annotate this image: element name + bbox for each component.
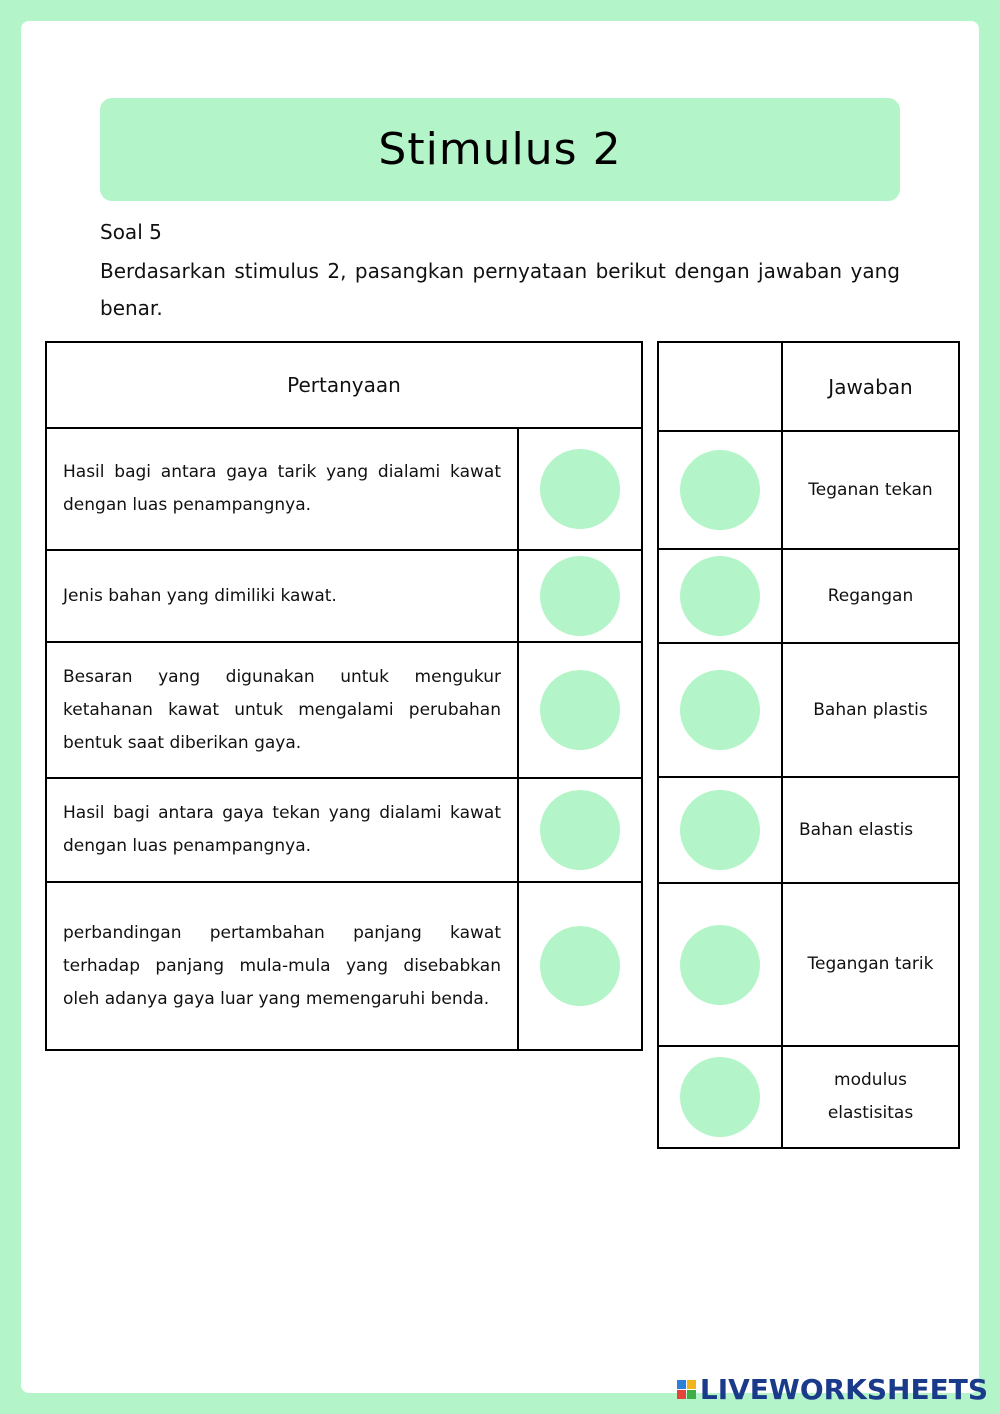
question-item: Hasil bagi antara gaya tekan yang dialami kawat dengan luas penampangnya.	[46, 778, 518, 882]
answer-item: Bahan elastis	[782, 777, 959, 883]
match-dot-answer-6[interactable]	[680, 1057, 760, 1137]
answer-item: Tegangan tarik	[782, 883, 959, 1046]
answer-item: modulus elastisitas	[782, 1046, 959, 1148]
answer-item: Bahan plastis	[782, 643, 959, 777]
instruction-text: Berdasarkan stimulus 2, pasangkan pernyataan berikut dengan jawaban yang benar.	[100, 259, 900, 320]
question-item: Jenis bahan yang dimiliki kawat.	[46, 550, 518, 642]
match-dot-question-4[interactable]	[540, 790, 620, 870]
questions-header: Pertanyaan	[46, 342, 642, 428]
match-dot-question-5[interactable]	[540, 926, 620, 1006]
match-dot-answer-3[interactable]	[680, 670, 760, 750]
answers-header: Jawaban	[782, 342, 959, 431]
match-dot-question-2[interactable]	[540, 556, 620, 636]
logo-text: LIVEWORKSHEETS	[699, 1373, 988, 1406]
page-title: Stimulus 2	[378, 124, 622, 175]
match-dot-question-1[interactable]	[540, 449, 620, 529]
match-dot-answer-4[interactable]	[680, 790, 760, 870]
question-item: perbandingan pertambahan panjang kawat terhadap panjang mula-mula yang disebabkan oleh adanya gaya luar yang memengaruhi benda.	[46, 882, 518, 1050]
answers-table	[657, 341, 960, 1149]
answer-item: Teganan tekan	[782, 431, 959, 549]
question-item: Hasil bagi antara gaya tarik yang dialami kawat dengan luas penampangnya.	[46, 428, 518, 550]
logo-mark-icon	[677, 1380, 696, 1399]
question-item: Besaran yang digunakan untuk mengukur ketahanan kawat untuk mengalami perubahan bentuk saat diberikan gaya.	[46, 642, 518, 778]
match-dot-question-3[interactable]	[540, 670, 620, 750]
question-number: Soal 5	[100, 220, 162, 244]
match-dot-answer-5[interactable]	[680, 925, 760, 1005]
match-dot-answer-2[interactable]	[680, 556, 760, 636]
title-banner	[100, 98, 900, 201]
questions-table	[45, 341, 643, 1051]
answer-item: Regangan	[782, 549, 959, 643]
liveworksheets-logo	[677, 1373, 988, 1406]
match-dot-answer-1[interactable]	[680, 450, 760, 530]
